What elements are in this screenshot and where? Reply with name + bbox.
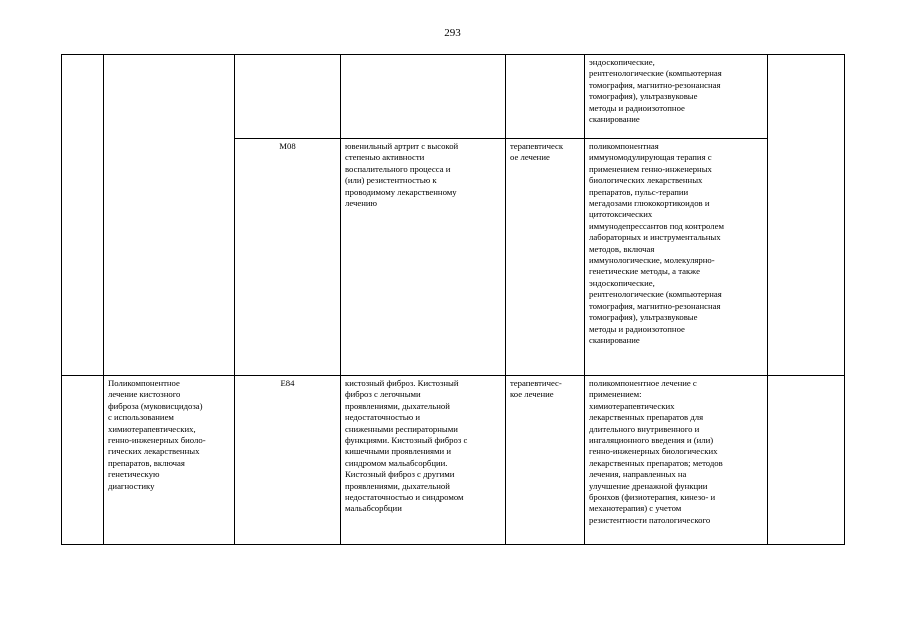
- cell-treatment-method: эндоскопические, рентгенологические (компьютерная томография, магнитно-резонансная томография), ультразвуковые методы и радиоизотопное сканирование: [585, 55, 768, 139]
- cell-treatment-type: терапевтичес- кое лечение: [506, 376, 585, 545]
- cell-norm: [768, 55, 845, 376]
- cell-diagnosis: кистозный фиброз. Кистозный фиброз с легочными проявлениями, дыхательной недостаточностью и сниженными респираторными функциями. Кистозный фиброз с кишечными проявлениями и синдромом мальабсорбции. Кистозный фиброз с другими проявлениями, дыхательной недостаточностью и синдромом мальабсорбции: [341, 376, 506, 545]
- cell-norm: [768, 376, 845, 545]
- cell-icd-code: E84: [235, 376, 341, 545]
- treatment-table: [61, 54, 845, 545]
- cell-icd-code: [235, 55, 341, 139]
- cell-treatment-type: терапевтическ ое лечение: [506, 139, 585, 376]
- table-row: [62, 376, 845, 545]
- cell-method-group: Поликомпонентное лечение кистозного фиброза (муковисцидоза) с использованием химиотерапевтических, генно-инженерных биоло- гических лекарственных препаратов, включая генетическую диагностику: [104, 376, 235, 545]
- cell-treatment-method: поликомпонентное лечение с применением: химиотерапевтических лекарственных препаратов для длительного внутривенного и ингаляционного введения и (или) генно-инженерных биологических лекарственных препаратов; методов лечения, направленных на улучшение дренажной функции бронхов (физиотерапия, кинезо- и механотерапия) с учетом резистентности патологического: [585, 376, 768, 545]
- table-row: [62, 55, 845, 139]
- cell-method-group: [104, 55, 235, 376]
- cell-treatment-method: поликомпонентная иммуномодулирующая терапия с применением генно-инженерных биологических лекарственных препаратов, пульс-терапии мегадозами глюкокортикоидов и цитотоксических иммунодепрессантов под контролем лабораторных и инструментальных методов, включая иммунологические, молекулярно- генетические методы, а также эндоскопические, рентгенологические (компьютерная томография, магнитно-резонансная томография), ультразвуковые методы и радиоизотопное сканирование: [585, 139, 768, 376]
- cell-row-number: [62, 55, 104, 376]
- cell-icd-code: M08: [235, 139, 341, 376]
- cell-diagnosis: [341, 55, 506, 139]
- cell-treatment-type: [506, 55, 585, 139]
- page-number: 293: [444, 27, 461, 39]
- cell-row-number: [62, 376, 104, 545]
- cell-diagnosis: ювенильный артрит с высокой степенью активности воспалительного процесса и (или) резистентностью к проводимому лекарственному лечению: [341, 139, 506, 376]
